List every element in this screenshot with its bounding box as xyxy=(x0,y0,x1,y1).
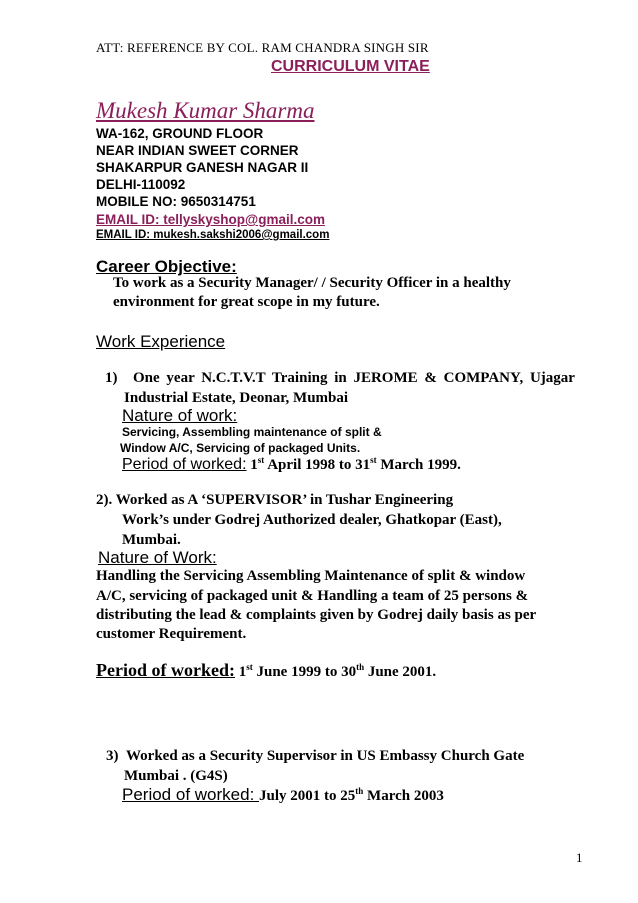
job3-period xyxy=(122,785,444,805)
page-number: 1 xyxy=(576,850,583,865)
mobile-number: MOBILE NO: 9650314751 xyxy=(96,194,256,209)
job2-nature-line: Handling the Servicing Assembling Maintenance of split & window xyxy=(96,568,526,584)
job2-city: Mumbai. xyxy=(122,532,181,548)
job2-period-label: Period of worked: xyxy=(96,660,235,680)
reference-line: ATT: REFERENCE BY COL. RAM CHANDRA SINGH SIR xyxy=(96,40,429,55)
job2-nature-heading: Nature of Work: xyxy=(98,548,217,567)
document-title: CURRICULUM VITAE xyxy=(271,58,430,75)
address-city: DELHI-110092 xyxy=(96,177,186,192)
address-line-1: WA-162, GROUND FLOOR xyxy=(96,126,264,141)
job1-number: 1) xyxy=(105,370,118,386)
career-objective-line: environment for great scope in my future. xyxy=(113,294,380,310)
job1-period xyxy=(122,456,461,474)
job2-nature-line: customer Requirement. xyxy=(96,626,247,642)
job2-period xyxy=(96,660,436,681)
job1-nature-line: Servicing, Assembling maintenance of split & xyxy=(122,425,382,439)
job1-location: Industrial Estate, Deonar, Mumbai xyxy=(124,390,349,406)
job2-nature-line: distributing the lead & complaints given by Godrej daily basis as per xyxy=(96,607,537,623)
email-link-secondary[interactable]: EMAIL ID: mukesh.sakshi2006@gmail.com xyxy=(96,229,330,241)
job2-nature-line: A/C, servicing of packaged unit & Handling a team of 25 persons & xyxy=(96,588,529,604)
candidate-name: Mukesh Kumar Sharma xyxy=(96,98,315,123)
email-link-primary[interactable]: EMAIL ID: tellyskyshop@gmail.com xyxy=(96,212,325,227)
job1-nature-heading: Nature of work: xyxy=(122,406,238,425)
job3-period-label: Period of worked: xyxy=(122,785,260,804)
address-line-2: NEAR INDIAN SWEET CORNER xyxy=(96,143,299,158)
job2-description: 2). Worked as A ‘SUPERVISOR’ in Tushar Engineering xyxy=(96,492,454,508)
job3-description: Worked as a Security Supervisor in US Embassy Church Gate xyxy=(126,748,525,764)
job1-period-label: Period of worked: xyxy=(122,456,247,473)
work-experience-heading: Work Experience xyxy=(96,332,226,351)
career-objective-heading: Career Objective: xyxy=(96,257,237,276)
job3-location: Mumbai . (G4S) xyxy=(124,768,228,784)
job3-period-dates: July 2001 to 25th March 2003 xyxy=(259,786,444,804)
job1-period-dates: 1st April 1998 to 31st March 1999. xyxy=(246,455,461,473)
job2-employer: Work’s under Godrej Authorized dealer, Ghatkopar (East), xyxy=(122,512,502,528)
job2-period-dates: 1st June 1999 to 30th June 2001. xyxy=(234,662,437,680)
address-line-3: SHAKARPUR GANESH NAGAR II xyxy=(96,160,309,175)
job3-number: 3) xyxy=(106,748,119,764)
career-objective-line: To work as a Security Manager/ / Security Officer in a healthy xyxy=(113,275,511,291)
job1-description: One year N.C.T.V.T Training in JEROME & COMPANY, Ujagar xyxy=(133,370,575,386)
job1-nature-line: Window A/C, Servicing of packaged Units. xyxy=(120,441,361,455)
